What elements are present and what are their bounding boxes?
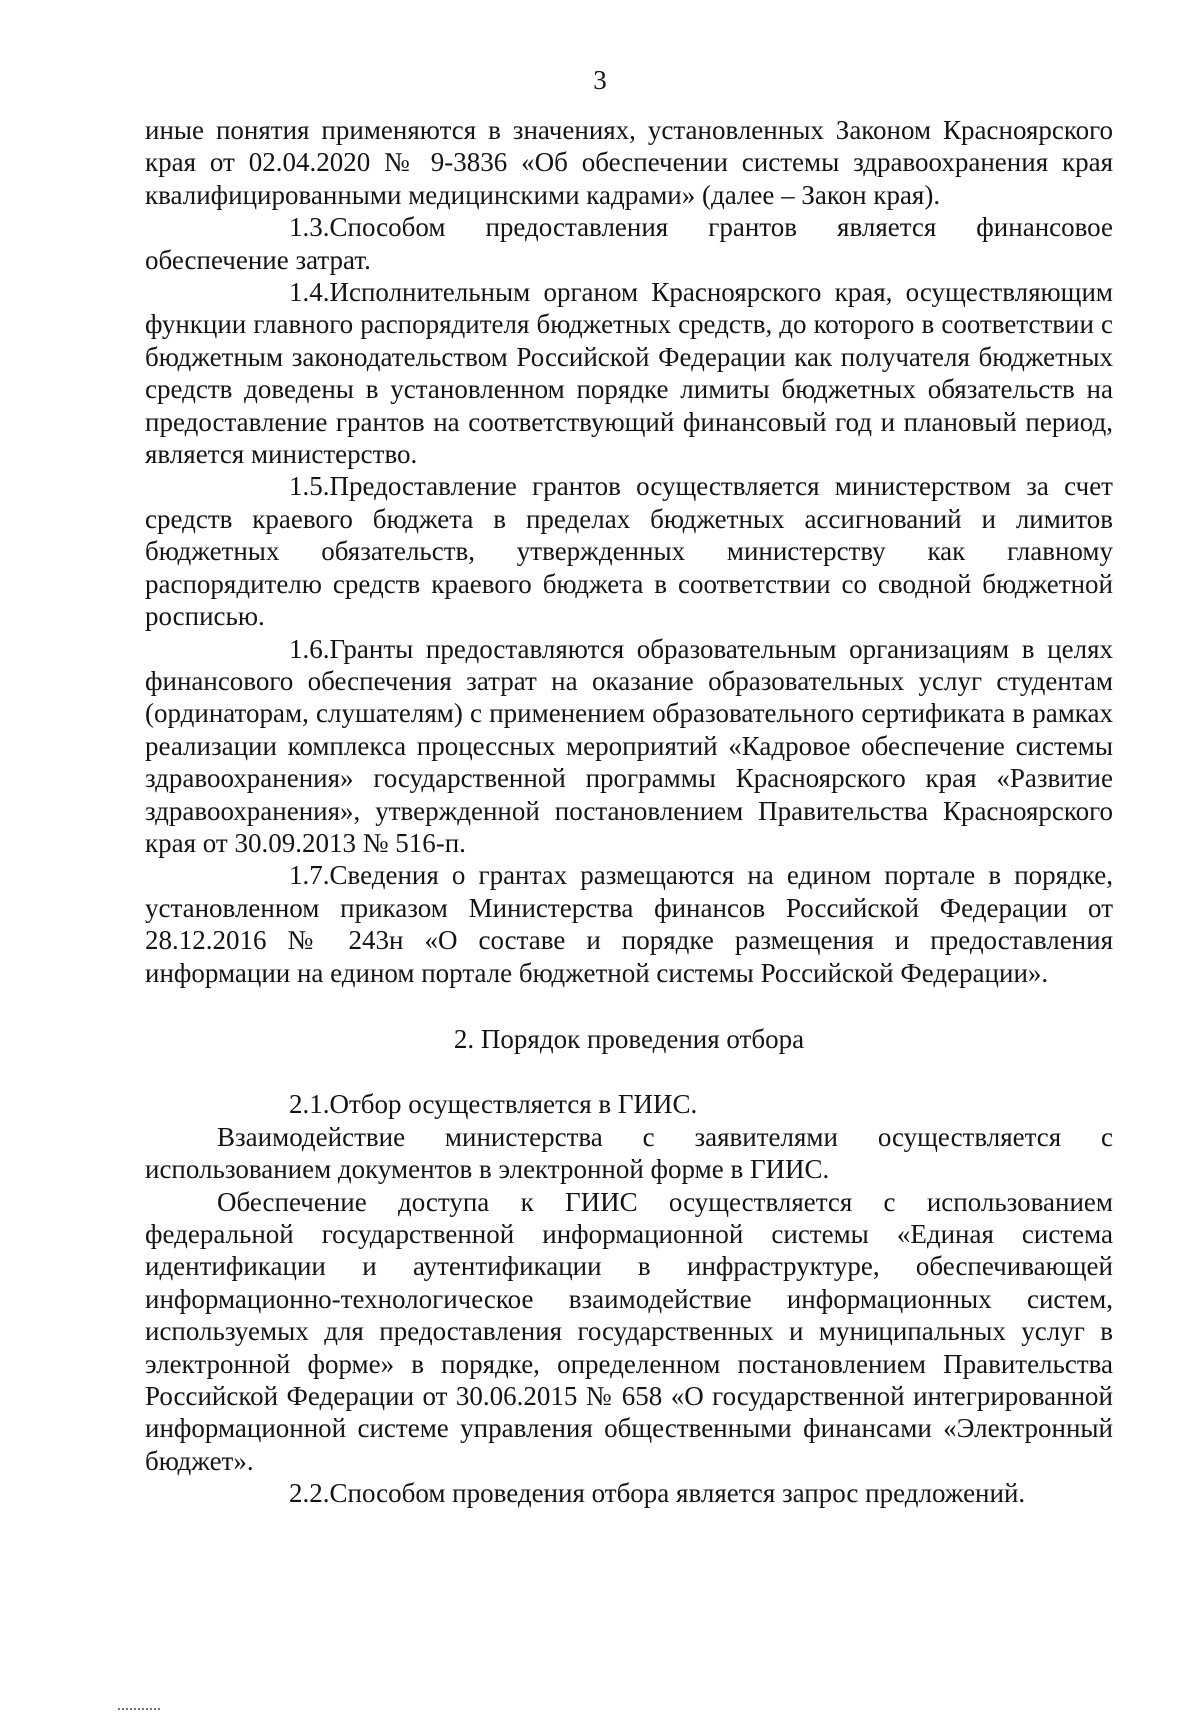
paragraph-text: Отбор осуществляется в ГИИС. <box>329 1089 698 1120</box>
paragraph-2-1 <box>145 1088 1113 1120</box>
paragraph-1-5 <box>145 470 1113 632</box>
page-number: 3 <box>593 65 607 95</box>
paragraph-number: 1.5. <box>289 471 330 502</box>
paragraph-text: Обеспечение доступа к ГИИС осуществляется с использованием федеральной государственной информационной системы «Единая система идентификации и аутентификации в инфраструктуре, обеспечивающей информационно-технологическое взаимодействие информационных систем, используемых для предоставления государственных и муниципальных услуг в электронной форме» в порядке, определенном постановлением Правительства Российской Федерации от 30.06.2015 № 658 «О государственной интегрированной информационной системе управления общественными финансами «Электронный бюджет». <box>145 1186 1113 1476</box>
paragraph-text: Взаимодействие министерства с заявителями осуществляется с использованием документов в электронной форме в ГИИС. <box>145 1121 1113 1185</box>
paragraph-1-6 <box>145 633 1113 860</box>
paragraph-2-2 <box>145 1477 1113 1509</box>
paragraph-number: 1.6. <box>289 633 330 664</box>
paragraph-text: Способом проведения отбора является запрос предложений. <box>329 1478 1026 1509</box>
paragraph-1-3 <box>145 211 1113 276</box>
paragraph-interaction <box>145 1121 1113 1186</box>
section-heading: 2. Порядок проведения отбора <box>453 1023 805 1054</box>
paragraph-text: Способом предоставления грантов является финансовое обеспечение затрат. <box>145 212 1113 275</box>
paragraph-number: 2.1. <box>289 1089 330 1120</box>
paragraph-text: Сведения о грантах размещаются на едином портале в порядке, установленном приказом Министерства финансов Российской Федерации от 28.12.2016 № 243н «О составе и порядке размещения и предоставления информации на едином портале бюджетной системы Российской Федерации». <box>145 860 1113 988</box>
paragraph-number: 1.7. <box>289 860 330 891</box>
paragraph-1-4 <box>145 276 1113 470</box>
scan-artifact-mark <box>118 1708 160 1713</box>
paragraph-continuation <box>145 114 1113 211</box>
paragraph-number: 1.3. <box>289 212 330 243</box>
paragraph-access <box>145 1186 1113 1478</box>
paragraph-number: 2.2. <box>289 1478 330 1509</box>
paragraph-1-7 <box>145 859 1113 989</box>
paragraph-text: Гранты предоставляются образовательным организациям в целях финансового обеспечения затрат на оказание образовательных услуг студентам (ординаторам, слушателям) с применением образовательного сертификата в рамках реализации комплекса процессных мероприятий «Кадровое обеспечение системы здравоохранения» государственной программы Красноярского края «Развитие здравоохранения», утвержденной постановлением Правительства Красноярского края от 30.09.2013 № 516-п. <box>145 633 1113 858</box>
paragraph-text: Исполнительным органом Красноярского края, осуществляющим функции главного распорядителя бюджетных средств, до которого в соответствии с бюджетным законодательством Российской Федерации как получателя бюджетных средств доведены в установленном порядке лимиты бюджетных обязательств на предоставление грантов на соответствующий финансовый год и плановый период, является министерство. <box>145 277 1113 470</box>
paragraph-text: иные понятия применяются в значениях, установленных Законом Красноярского края от 02.04.2020 № 9-3836 «Об обеспечении системы здравоохранения края квалифицированными медицинскими кадрами» (далее – Закон края). <box>145 115 1113 210</box>
paragraph-text: Предоставление грантов осуществляется министерством за счет средств краевого бюджета в пределах бюджетных ассигнований и лимитов бюджетных обязательств, утвержденных министерству как главному распорядителю средств краевого бюджета в соответствии со сводной бюджетной росписью. <box>145 471 1113 632</box>
paragraph-number: 1.4. <box>289 277 330 308</box>
document-body <box>145 114 1113 1510</box>
